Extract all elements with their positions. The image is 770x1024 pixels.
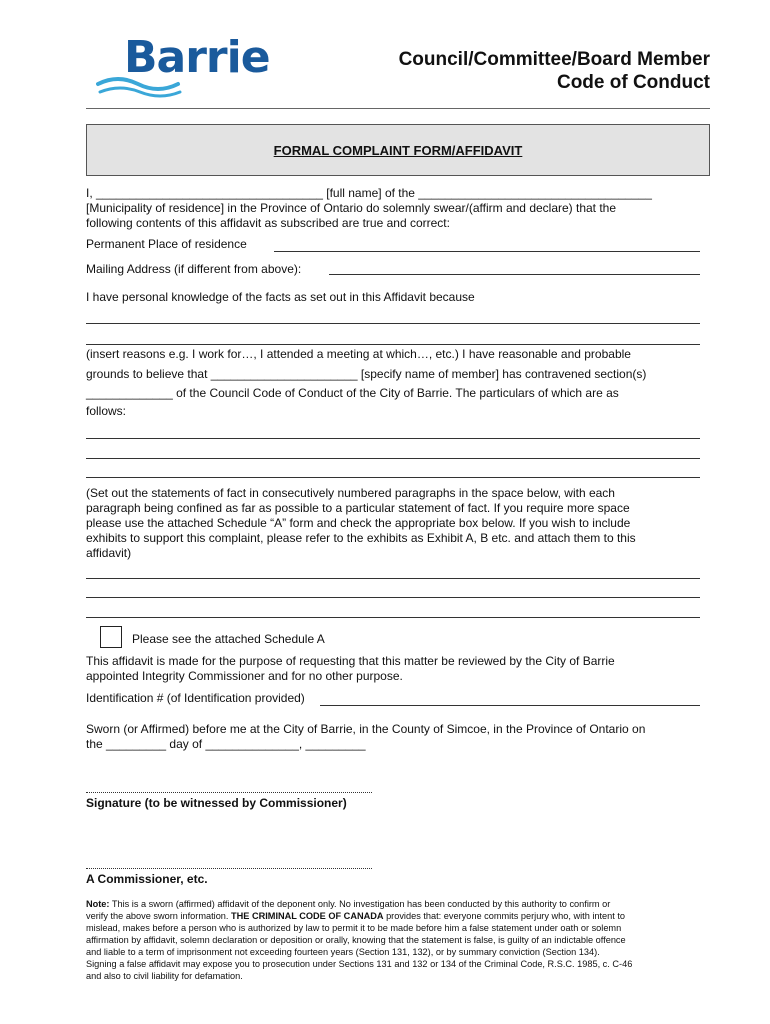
facts-line-4: exhibits to support this complaint, please refer to the exhibits as Exhibit A, B etc. and attach them to this (86, 531, 636, 545)
facts-line-5: affidavit) (86, 546, 132, 560)
note-line-2 (86, 911, 625, 923)
note-line-3: mislead, makes before a person who is authorized by law to permit it to be made before him a false statement under oath or solemn (86, 923, 622, 933)
reasons-line-2: grounds to believe that ______________________ [specify name of member] has contravened section(s) (86, 367, 647, 381)
facts-field-line-2[interactable] (86, 597, 700, 598)
document-title-line1: Council/Committee/Board Member (398, 49, 710, 70)
intro-line-3: following contents of this affidavit as subscribed are true and correct: (86, 216, 450, 230)
note-line-4: affirmation by affidavit, solemn declaration or deposition or orally, knowing that the statement is false, is guilty of an indictable offence (86, 935, 626, 945)
purpose-line-1: This affidavit is made for the purpose of requesting that this matter be reviewed by the City of Barrie (86, 654, 615, 668)
sworn-line-1: Sworn (or Affirmed) before me at the City of Barrie, in the County of Simcoe, in the Province of Ontario on (86, 722, 646, 736)
schedule-a-checkbox[interactable] (100, 626, 122, 648)
barrie-logo (96, 32, 270, 98)
knowledge-label: I have personal knowledge of the facts as set out in this Affidavit because (86, 290, 475, 304)
facts-line-2: paragraph being confined as far as possible to a particular statement of fact. If you require more space (86, 501, 630, 515)
reasons-line-4: follows: (86, 404, 127, 418)
form-title-box (86, 124, 710, 176)
commissioner-label: A Commissioner, etc. (86, 872, 208, 886)
header-divider (86, 108, 710, 109)
signature-label: Signature (to be witnessed by Commissioner) (86, 796, 347, 810)
note-label: Note: (86, 899, 110, 909)
facts-line-3: please use the attached Schedule “A” form and check the appropriate box below. If you wish to include (86, 516, 631, 530)
reasons-line-1: (insert reasons e.g. I work for…, I attended a meeting at which…, etc.) I have reasonable and probable (86, 347, 631, 361)
knowledge-field-line-2[interactable] (86, 344, 700, 345)
signature-line[interactable] (86, 792, 372, 793)
form-title: FORMAL COMPLAINT FORM/AFFIDAVIT (273, 143, 523, 158)
mailing-address-label: Mailing Address (if different from above): (86, 262, 302, 276)
reasons-line-3: _____________ of the Council Code of Conduct of the City of Barrie. The particulars of which are as (86, 386, 619, 400)
note-line-7: and also to civil liability for defamation. (86, 971, 243, 981)
intro-line-1: I, __________________________________ [full name] of the ___________________________________ (86, 186, 652, 200)
note-text-2a: verify the above sworn information. (86, 911, 229, 921)
knowledge-field-line-1[interactable] (86, 323, 700, 324)
note-text-1: This is a sworn (affirmed) affidavit of the deponent only. No investigation has been conducted by this authority to confirm or (111, 899, 611, 909)
criminal-code-title: THE CRIMINAL CODE OF CANADA (231, 911, 384, 921)
permanent-residence-label: Permanent Place of residence (86, 237, 247, 251)
facts-field-line-3[interactable] (86, 617, 700, 618)
logo-text: Barrie (124, 32, 270, 83)
identification-label: Identification # (of Identification provided) (86, 691, 305, 705)
facts-field-line-1[interactable] (86, 578, 700, 579)
purpose-line-2: appointed Integrity Commissioner and for no other purpose. (86, 669, 403, 683)
sworn-line-2: the _________ day of ______________, _________ (86, 737, 366, 751)
particulars-field-line-1[interactable] (86, 438, 700, 439)
note-line-1 (86, 899, 610, 911)
note-text-2b: provides that: everyone commits perjury who, with intent to (386, 911, 626, 921)
particulars-field-line-2[interactable] (86, 458, 700, 459)
document-title (310, 48, 710, 94)
mailing-address-field[interactable] (329, 274, 700, 275)
schedule-a-label: Please see the attached Schedule A (132, 632, 325, 646)
note-line-6: Signing a false affidavit may expose you to prosecution under Sections 131 and 132 or 134 of the Criminal Code, R.S.C. 1985, c. C-46 (86, 959, 633, 969)
identification-field[interactable] (320, 705, 700, 706)
facts-line-1: (Set out the statements of fact in consecutively numbered paragraphs in the space below, with each (86, 486, 615, 500)
intro-line-2: [Municipality of residence] in the Province of Ontario do solemnly swear/(affirm and declare) that the (86, 201, 617, 215)
document-title-line2: Code of Conduct (556, 72, 710, 93)
permanent-residence-field[interactable] (274, 251, 700, 252)
commissioner-line[interactable] (86, 868, 372, 869)
particulars-field-line-3[interactable] (86, 477, 700, 478)
note-line-5: and liable to a term of imprisonment not exceeding fourteen years (Section 131, 132), or by summary conviction (Section 134). (86, 947, 600, 957)
